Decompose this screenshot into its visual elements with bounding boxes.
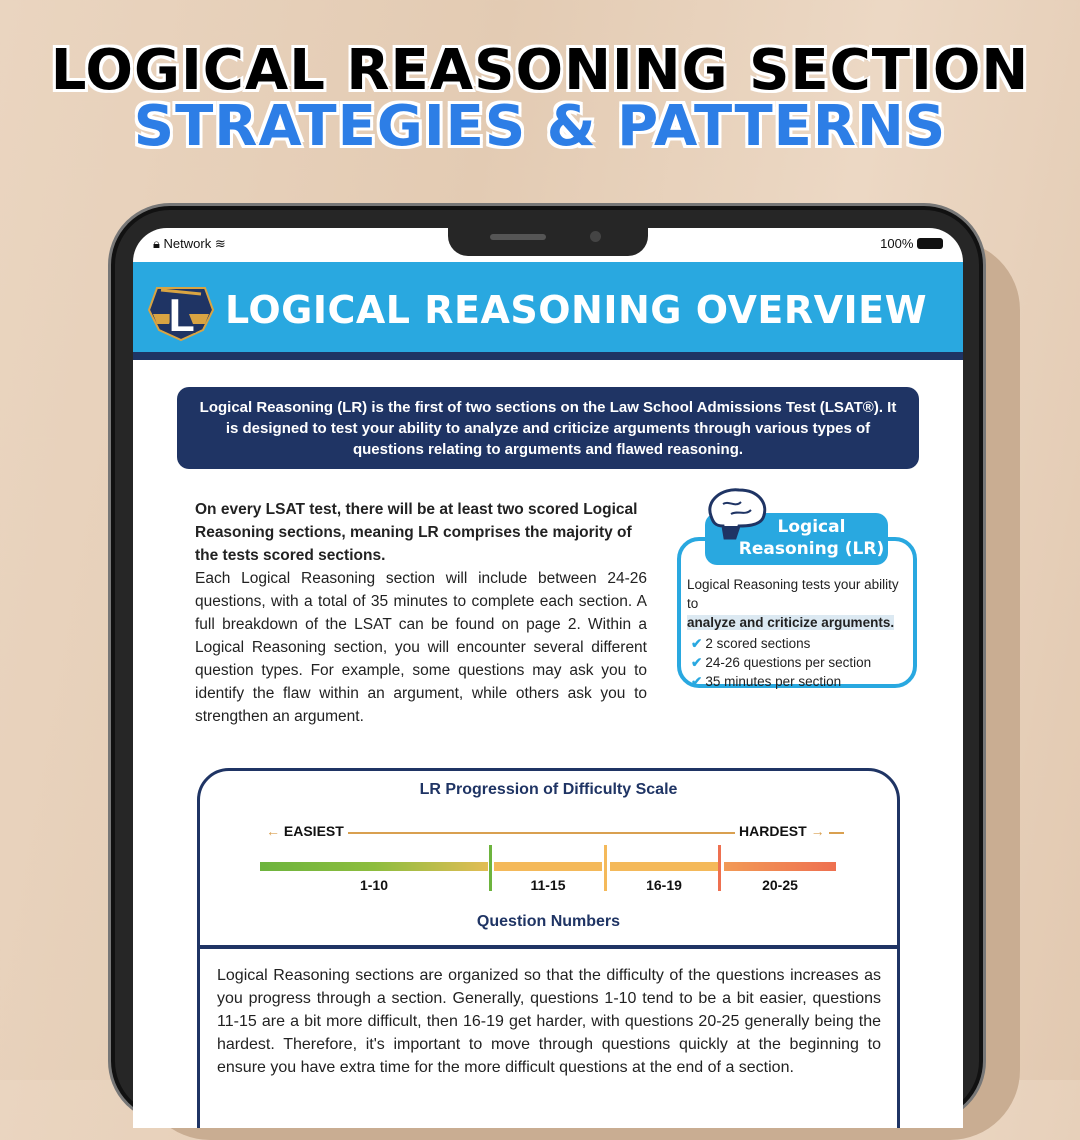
check-icon: ✔ xyxy=(691,674,703,689)
phone-screen xyxy=(133,228,963,1128)
range-bar xyxy=(260,862,488,871)
range-label: 11-15 xyxy=(530,877,566,893)
card-text: Logical Reasoning tests your ability to xyxy=(687,577,899,611)
lsat-description-body: Each Logical Reasoning section will include between 24-26 questions, with a total of 35 minutes to complete each section. A full breakdown of the LSAT can be found on page 2. Within a Logical Reasoning section, you will encounter several different question types. For example, some questions may ask you to identify the flaw within an argument, while others ask you to strengthen an argument. xyxy=(195,570,647,725)
status-network xyxy=(153,236,226,252)
headline-title: LOGICAL REASONING SECTION xyxy=(50,38,1030,103)
card-item: 35 minutes per section xyxy=(705,674,842,689)
range-bar xyxy=(724,862,836,871)
range-tick xyxy=(718,845,721,891)
brain-icon xyxy=(705,486,769,542)
logo-letter: L xyxy=(166,289,196,343)
card-item: 24-26 questions per section xyxy=(705,655,872,670)
check-icon: ✔ xyxy=(691,655,703,670)
overview-header xyxy=(133,262,963,360)
range-tick xyxy=(604,845,607,891)
lsat-description-bold: On every LSAT test, there will be at least two scored Logical Reasoning sections, meaning LR comprises the majority of the tests scored sections. xyxy=(195,501,638,564)
lock-icon: 🔒︎ xyxy=(153,236,160,251)
network-label: Network xyxy=(163,236,212,251)
lsat-description xyxy=(195,498,647,728)
range-bar xyxy=(610,862,718,871)
easiest-label: EASIEST xyxy=(283,823,344,839)
range-tick xyxy=(489,845,492,891)
divider xyxy=(200,945,897,949)
wifi-icon: ≋ xyxy=(214,236,226,251)
check-icon: ✔ xyxy=(691,636,703,651)
arrow-right-icon: HARDEST → xyxy=(735,823,829,839)
range-label: 16-19 xyxy=(646,877,682,893)
axis-label: Question Numbers xyxy=(476,913,621,930)
hardest-label: HARDEST xyxy=(739,823,807,839)
battery-icon xyxy=(917,238,943,249)
card-highlight: analyze and criticize arguments. xyxy=(687,615,895,630)
battery-label: 100% xyxy=(880,236,914,251)
range-bar xyxy=(494,862,602,871)
notch xyxy=(448,228,648,256)
headline-subtitle: STRATEGIES & PATTERNS xyxy=(133,94,947,159)
range-label: 20-25 xyxy=(762,877,798,893)
page-title: LOGICAL REASONING OVERVIEW xyxy=(225,288,928,332)
range-label: 1-10 xyxy=(359,877,389,893)
card-title: Logical Reasoning (LR) xyxy=(705,513,888,565)
card-item: 2 scored sections xyxy=(705,636,811,651)
arrow-left-icon: ← EASIEST xyxy=(262,823,348,839)
status-battery xyxy=(880,236,943,251)
scale-title: LR Progression of Difficulty Scale xyxy=(419,781,678,798)
difficulty-explanation: Logical Reasoning sections are organized so that the difficulty of the questions increases as you progress through a section. Generally, questions 1-10 tend to be a bit easier, questions 11-15 are a bit more difficult, then 16-19 get harder, with questions 20-25 generally being the hardest. Therefore, it's important to move through questions quickly at the beginning to ensure you have extra time for the more difficult questions at the end of a section. xyxy=(217,967,881,1076)
intro-box: Logical Reasoning (LR) is the first of two sections on the Law School Admissions Test (LSAT®). It is designed to test your ability to analyze and criticize arguments through various types of questions relating to arguments and flawed reasoning. xyxy=(177,387,919,469)
scales-logo-icon xyxy=(143,280,219,344)
